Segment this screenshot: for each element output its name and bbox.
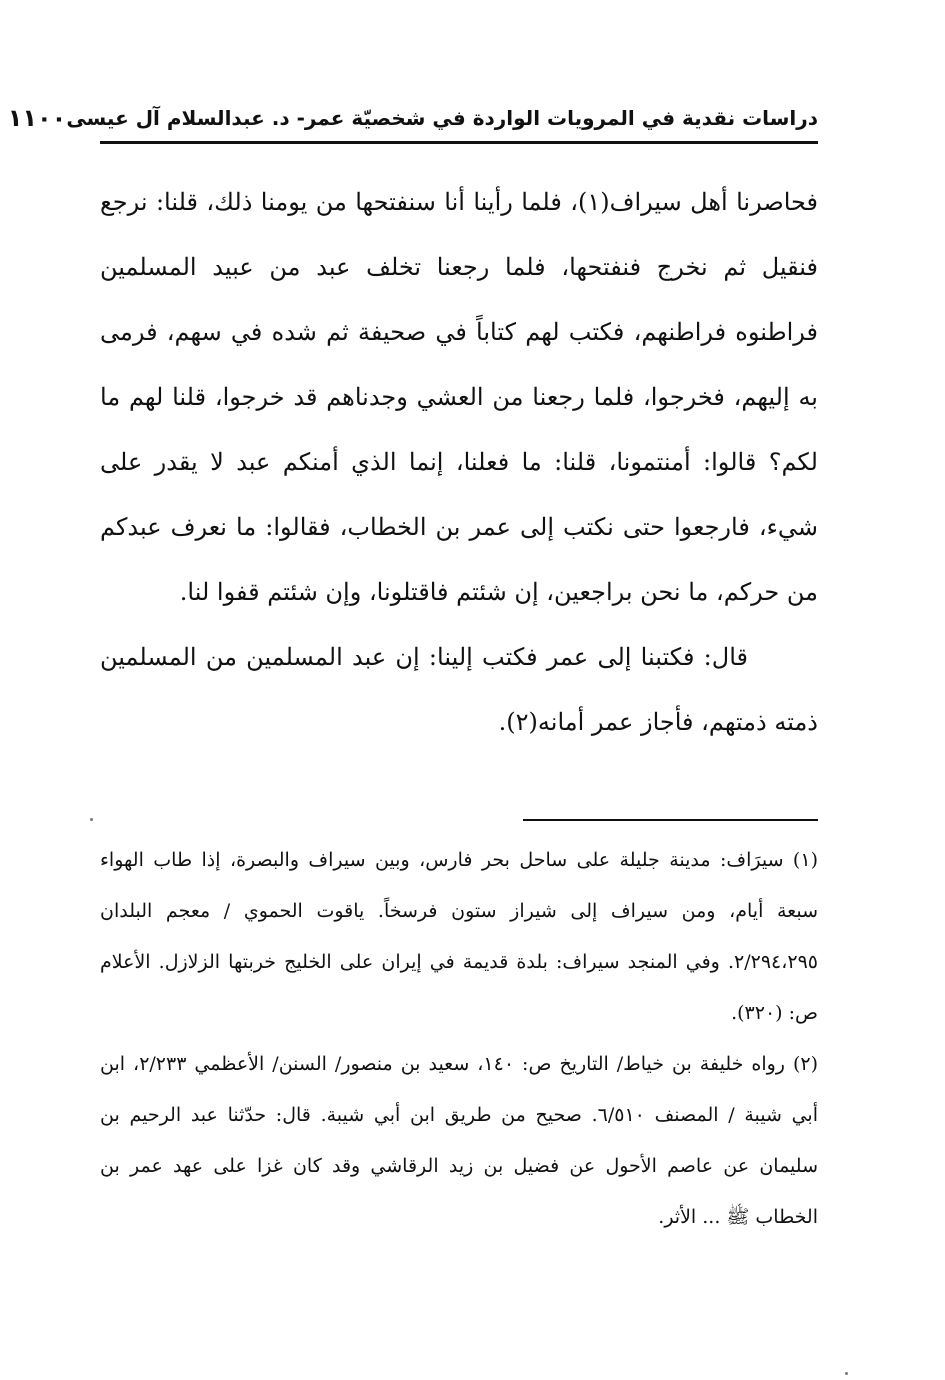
footnote-2: (٢) رواه خليفة بن خياط/ التاريخ ص: ١٤٠، سعيد بن منصور/ السنن/ الأعظمي ٢/٢٣٣، ابن أبي شيبة / المصنف ٦/٥١٠. صحيح من طريق ابن أبي شيبة. قال: حدّثنا عبد الرحيم بن سليمان عن عاصم الأحول عن فضيل بن زيد الرقاشي وقد كان غزا على عهد عمر بن الخطاب ﷺ ... الأثر. [100, 1053, 819, 1228]
main-text [100, 170, 818, 755]
footnote-separator [523, 819, 818, 821]
header-rule [100, 141, 818, 144]
header-title: دراسات نقدية في المرويات الواردة في شخصيّة عمر- د. عبدالسلام آل عيسى [66, 106, 818, 130]
body-paragraph-1: فحاصرنا أهل سيراف(١)، فلما رأينا أنا سنفتحها من يومنا ذلك، قلنا: نرجع فنقيل ثم نخرج فنفتحها، فلما رجعنا تخلف عبد من عبيد المسلمين فراطنوه فراطنهم، فكتب لهم كتاباً في صحيفة ثم شده في سهم، فرمى به إليهم، فخرجوا، فلما رجعنا من العشي وجدناهم قد خرجوا، قلنا لهم ما لكم؟ قالوا: أمنتمونا، قلنا: ما فعلنا، إنما الذي أمنكم عبد لا يقدر على شيء، فارجعوا حتى نكتب إلى عمر بن الخطاب، فقالوا: ما نعرف عبدكم من حركم، ما نحن براجعين، إن شئتم فاقتلونا، وإن شئتم قفوا لنا. [100, 188, 819, 606]
footnote-1: (١) سيرَاف: مدينة جليلة على ساحل بحر فارس، وبين سيراف والبصرة، إذا طاب الهواء سبعة أيام، ومن سيراف إلى شيراز ستون فرسخاً. ياقوت الحموي / معجم البلدان ٢/٢٩٤،٢٩٥. وفي المنجد سيراف: بلدة قديمة في إيران على الخليج خربتها الزلازل. الأعلام ص: (٣٢٠). [100, 849, 818, 1024]
running-header [7, 98, 818, 138]
footnotes [100, 835, 818, 1243]
scan-speck [90, 818, 93, 821]
page-number: ١١٠٠ [7, 104, 67, 132]
scan-speck [845, 1372, 848, 1375]
body-paragraph-2: قال: فكتبنا إلى عمر فكتب إلينا: إن عبد المسلمين من المسلمين ذمته ذمتهم، فأجاز عمر أمانه(٢). [100, 643, 818, 736]
